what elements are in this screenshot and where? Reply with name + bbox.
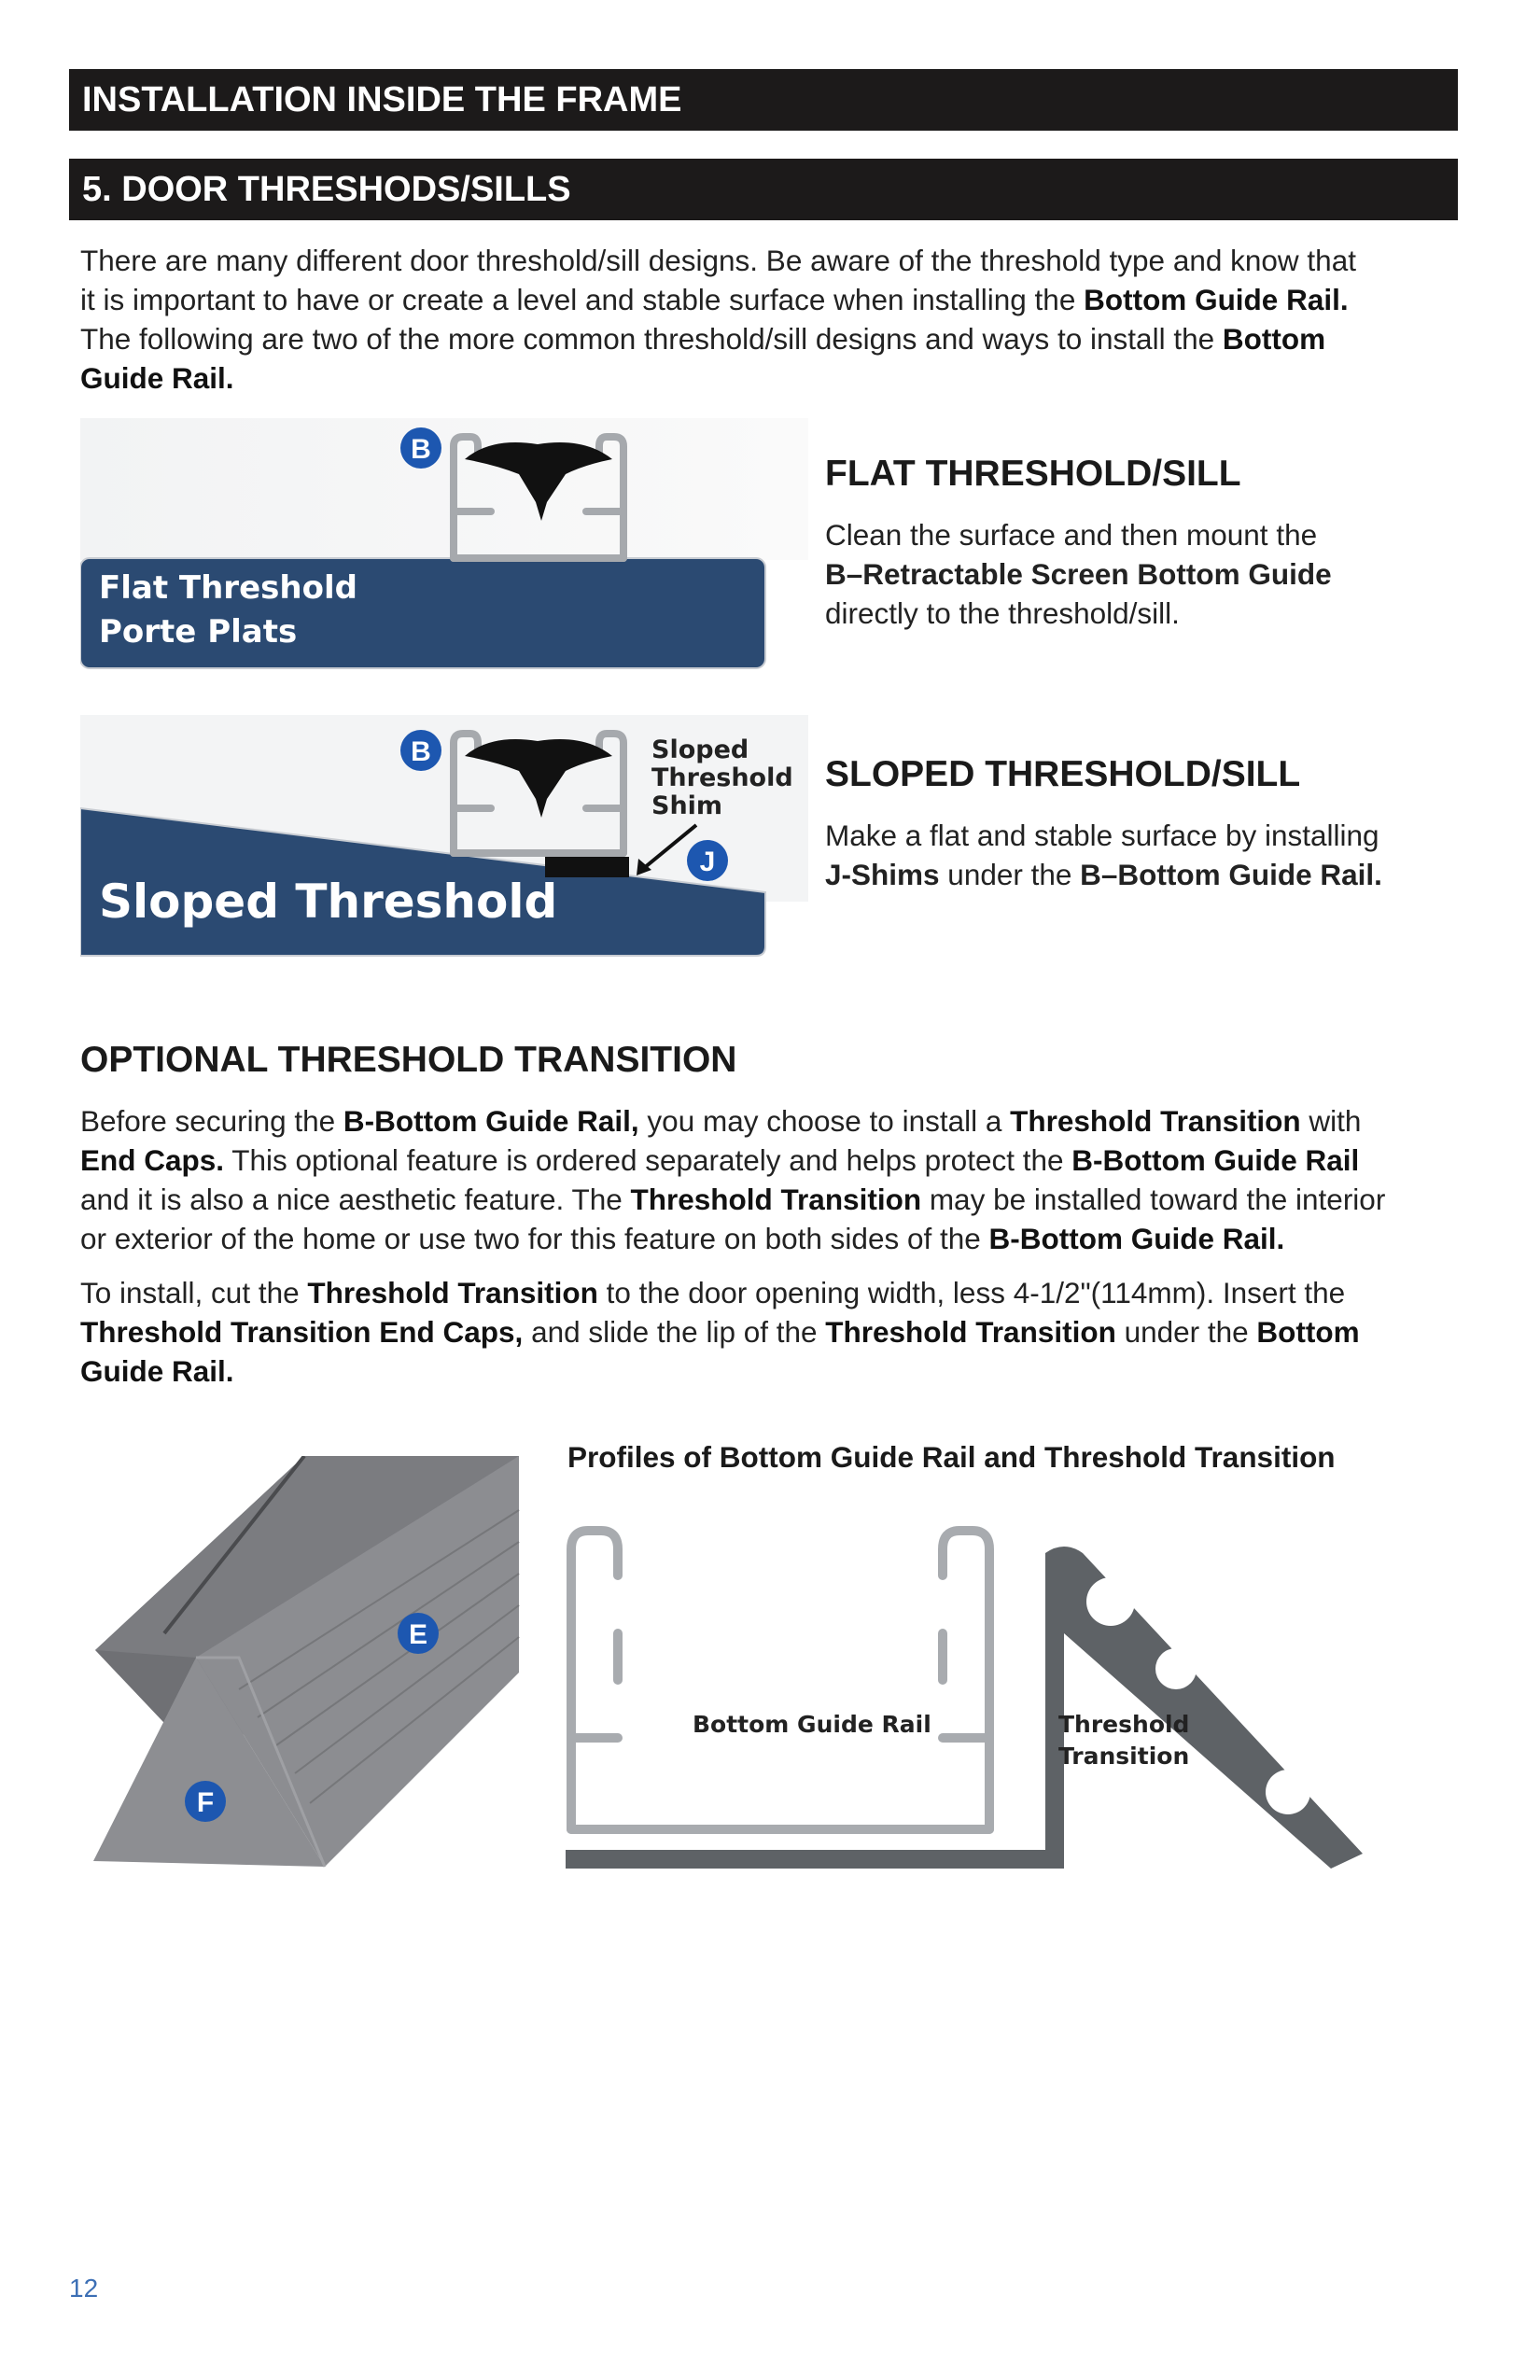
bottom-guide-rail-profile [571, 1531, 989, 1829]
shim-block [545, 857, 629, 877]
sloped-text: Make a flat and stable surface by installing J-Shims under the B–Bottom Guide Rail. [825, 819, 1382, 891]
header-title: INSTALLATION INSIDE THE FRAME [82, 80, 682, 119]
intro-line-2: it is important to have or create a level and stable surface when installing the Bottom Guide Rail. [80, 283, 1349, 316]
sloped-fig-label: Sloped Threshold [99, 875, 558, 929]
threshold-transition-profile [566, 1547, 1363, 1869]
header-bar [69, 69, 1458, 131]
sloped-heading: SLOPED THRESHOLD/SILL [825, 754, 1301, 794]
badge-f: F [196, 1787, 215, 1818]
optional-paragraph-1: Before securing the B-Bottom Guide Rail, you may choose to install a Threshold Transition with End Caps. This optional feature is ordered separately and helps protect the B-Bottom Guide Rail and it is also a nice aesthetic feature. The Threshold Transition may be installed toward the interior or exterior of the home or use two for this feature on both sides of the B-Bottom Guide Rail. [80, 1104, 1386, 1255]
flat-threshold-figure [80, 418, 808, 670]
optional-heading: OPTIONAL THRESHOLD TRANSITION [80, 1040, 737, 1080]
badge-b-flat: B [411, 434, 431, 465]
intro-paragraph [80, 241, 1462, 398]
intro-line-3: The following are two of the more common threshold/sill designs and ways to install the Bottom [80, 322, 1326, 356]
section-bar [69, 159, 1458, 220]
intro-line-1: There are many different door threshold/sill designs. Be aware of the threshold type and know that [80, 244, 1356, 277]
shim-label-2: Threshold [651, 763, 793, 792]
transition-3d-figure [90, 1456, 528, 1885]
shim-label-1: Sloped [651, 735, 749, 764]
sloped-threshold-figure [80, 715, 808, 958]
page-number: 12 [69, 2274, 99, 2303]
intro-line-4: Guide Rail. [80, 361, 234, 395]
shim-label-3: Shim [651, 791, 723, 820]
badge-j: J [699, 847, 716, 877]
transition-label-1: Threshold [1058, 1711, 1190, 1738]
flat-fig-label-1: Flat Threshold [99, 569, 357, 607]
flat-fig-label-2: Porte Plats [99, 613, 298, 651]
transition-label-2: Transition [1058, 1743, 1190, 1770]
badge-e: E [408, 1619, 428, 1650]
flat-text: Clean the surface and then mount the B–Retractable Screen Bottom Guide directly to the threshold/sill. [825, 518, 1332, 630]
optional-paragraph-2: To install, cut the Threshold Transition to the door opening width, less 4-1/2"(114mm). Insert the Threshold Transition End Caps, and slide the lip of the Threshold Transition under the Bottom Guide Rail. [80, 1276, 1360, 1388]
profiles-caption: Profiles of Bottom Guide Rail and Threshold Transition [567, 1440, 1336, 1474]
flat-heading: FLAT THRESHOLD/SILL [825, 454, 1241, 494]
badge-b-sloped: B [411, 736, 431, 767]
profiles-figure [560, 1521, 1381, 1876]
section-title: 5. DOOR THRESHODS/SILLS [82, 170, 571, 209]
rail-label: Bottom Guide Rail [693, 1711, 931, 1738]
